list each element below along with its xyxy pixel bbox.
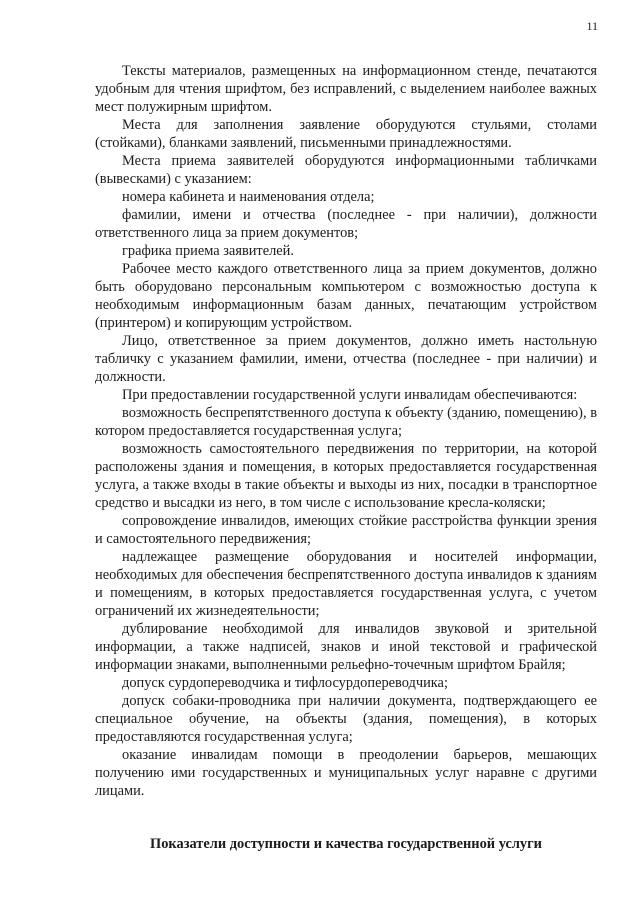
paragraph: Тексты материалов, размещенных на информационном стенде, печатаются удобным для чтения шрифтом, без исправлений, с выделением наиболее важных мест полужирным шрифтом. <box>95 63 597 115</box>
paragraph: допуск собаки-проводника при наличии документа, подтверждающего ее специальное обучение, на объекты (здания, помещения), в которых предоставляются государственная услуга; <box>95 693 597 745</box>
page-number: 11 <box>586 19 598 33</box>
paragraph: возможность самостоятельного передвижения по территории, на которой расположены здания и помещения, в которых предоставляется государственная услуга, а также входы в такие объекты и выходы из них, посадки в транспортное средство и высадки из него, в том числе с использование кресла-коляски; <box>95 441 597 511</box>
paragraph: сопровождение инвалидов, имеющих стойкие расстройства функции зрения и самостоятельного передвижения; <box>95 513 597 547</box>
paragraph: оказание инвалидам помощи в преодолении барьеров, мешающих получению ими государственных и муниципальных услуг наравне с другими лицами. <box>95 747 597 799</box>
paragraph: допуск сурдопереводчика и тифлосурдопереводчика; <box>122 675 448 691</box>
paragraph: номера кабинета и наименования отдела; <box>122 189 375 205</box>
paragraph: фамилии, имени и отчества (последнее - при наличии), должности ответственного лица за прием документов; <box>95 207 597 241</box>
paragraph: При предоставлении государственной услуги инвалидам обеспечиваются: <box>122 387 578 403</box>
paragraph: Места приема заявителей оборудуются информационными табличками (вывесками) с указанием: <box>95 153 597 187</box>
paragraph: возможность беспрепятственного доступа к объекту (зданию, помещению), в котором предоставляется государственная услуга; <box>95 405 597 439</box>
document-body <box>95 62 597 853</box>
paragraph: Лицо, ответственное за прием документов, должно иметь настольную табличку с указанием фамилии, имени, отчества (последнее - при наличии) и должности. <box>95 333 597 385</box>
paragraph: надлежащее размещение оборудования и носителей информации, необходимых для обеспечения беспрепятственного доступа инвалидов к зданиям и помещениям, в которых предоставляется государственная услуга, с учетом ограничений их жизнедеятельности; <box>95 549 597 619</box>
paragraph: дублирование необходимой для инвалидов звуковой и зрительной информации, а также надписей, знаков и иной текстовой и графической информации знаками, выполненными рельефно-точечным шрифтом Брайля; <box>95 621 597 673</box>
paragraph: Рабочее место каждого ответственного лица за прием документов, должно быть оборудовано персональным компьютером с возможностью доступа к необходимым информационным базам данных, печатающим устройством (принтером) и копирующим устройством. <box>95 261 597 331</box>
paragraph: Места для заполнения заявление оборудуются стульями, столами (стойками), бланками заявлений, письменными принадлежностями. <box>95 117 597 151</box>
paragraph: графика приема заявителей. <box>122 243 294 259</box>
section-heading: Показатели доступности и качества государственной услуги <box>150 836 542 852</box>
